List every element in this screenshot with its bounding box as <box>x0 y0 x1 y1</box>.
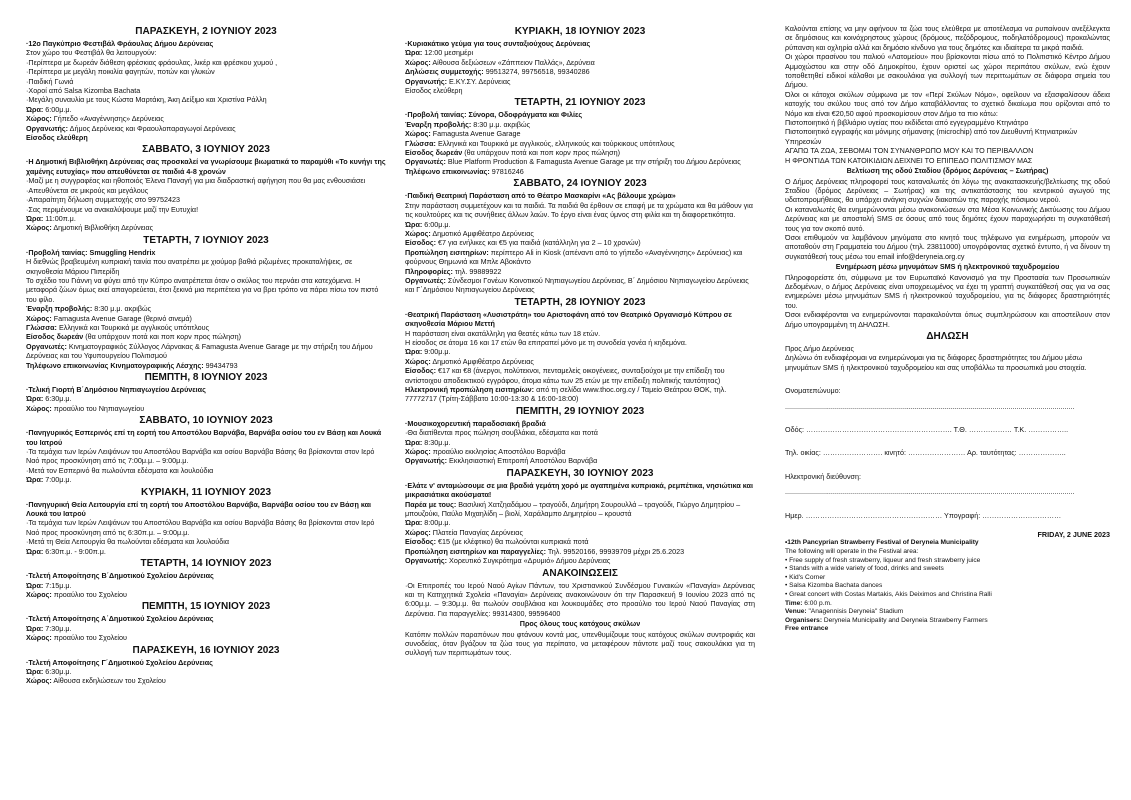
paragraph: Πληροφορείστε ότι, σύμφωνα με τον Ευρωπαϊκό Κανονισμό για την Προστασία των Προσωπικών Δεδομένων, ο Δήμος Δερύνειας είναι υποχρεωμένος να έχει τη γραπτή συγκατάθεσή σας για να σας ενημερώνει μέσω μηνυμάτων SMS ή ηλεκτρονικού ταχυδρομείου, για τις διάφορες δραστηριότητές του. <box>785 272 1110 310</box>
detail-label: Ώρα: <box>405 437 423 447</box>
section-heading: ΠΕΜΠΤΗ, 8 ΙΟΥΝΙΟΥ 2023 <box>144 372 268 383</box>
detail-label: Γλώσσα: <box>405 138 436 148</box>
detail-line <box>26 304 386 313</box>
text-line: ·Μαζί με η συγγραφέας και ηθοποιός Έλενα Παναγή για μια διαδραστική αφήγηση που θα μας ενθουσιάσει <box>26 176 366 186</box>
detail-label: Έναρξη προβολής: <box>405 119 472 129</box>
form-field: Ονοματεπώνυμο: <box>785 386 841 396</box>
text-line: • Kid's Corner <box>785 573 826 581</box>
detail-value: Εκκλησιαστική Επιτροπή Αποστόλου Βαρνάβα <box>447 456 598 466</box>
detail-line <box>405 456 755 465</box>
detail-line <box>26 624 386 633</box>
detail-line <box>405 148 755 157</box>
event-title: ·Ελάτε ν' ανταμώσουμε σε μια βραδιά γεμάτη χορό με αγαπημένα κυπριακά, ρεμπέτικα, νησιώτικα και μικρασιάτικα ακούσματα! <box>405 480 753 500</box>
text-line: Είσοδος ελεύθερη <box>405 86 463 96</box>
detail-value: Χορευτικό Συγκρότημα «Δρυμιό» Δήμου Δερύνειας <box>447 556 611 566</box>
text-line: Η είσοδος σε άτομα 16 και 17 ετών θα επιτραπεί μόνο με τη συνοδεία γονέα ή κηδεμόνα. <box>405 337 687 347</box>
detail-line <box>405 167 755 176</box>
text-line: ·Μεγάλη συναυλία με τους Κώστα Μαρτάκη, Άκη Δείξιμο και Χριστίνα Ράλλη <box>26 95 267 105</box>
section-heading: ΣΑΒΒΑΤΟ, 10 ΙΟΥΝΙΟΥ 2023 <box>139 415 273 427</box>
detail-value: €15 (με κλέφτικο) θα πωλούνται κυπριακά ποτά <box>435 537 589 547</box>
text-line: Προς Δήμο Δερύνειας <box>785 344 854 353</box>
text-line: ·Τα τεμάχια των Ιερών Λειψάνων του Αποστόλου Βαρνάβα και οσίου Βαρνάβα Βάσης θα βρίσκονται στον Ιερό Ναό προς προσκύνηση από τις 6:30π.μ. – 9:00μ.μ. <box>26 518 375 537</box>
detail-value: Ελληνικά και Τουρκικά με αγγλικούς υπότιτλους <box>56 322 210 332</box>
detail-line <box>26 114 386 123</box>
section-heading: ΣΑΒΒΑΤΟ, 3 ΙΟΥΝΙΟΥ 2023 <box>142 144 270 156</box>
detail-value: Ελληνικά και Τουρκικά με αγγλικούς, ελληνικούς και τούρκικους υπότιτλους <box>435 138 675 148</box>
detail-value: 6:00μ.μ. <box>422 219 451 229</box>
detail-value: προαύλιο εκκλησίας Αποστόλου Βαρνάβα <box>430 447 566 457</box>
text-line: ·Απευθύνεται σε μικρούς και μεγάλους <box>26 185 149 195</box>
detail-label: Time: <box>785 599 803 607</box>
detail-label: Είσοδος: <box>405 238 436 248</box>
declaration-form <box>785 386 1110 520</box>
detail-value: Πλατεία Παναγίας Δερύνειας <box>430 527 523 537</box>
section-heading: ΤΕΤΑΡΤΗ, 14 ΙΟΥΝΙΟΥ 2023 <box>140 558 272 570</box>
detail-label: Ώρα: <box>26 475 44 485</box>
detail-value: 11:00π.μ. <box>43 213 76 223</box>
section-heading: ΤΕΤΑΡΤΗ, 21 ΙΟΥΝΙΟΥ 2023 <box>514 97 646 109</box>
detail-line <box>26 590 386 599</box>
text-line: ·Χοροί από Salsa Kizomba Bachata <box>26 86 141 96</box>
event-title: ·Παιδική Θεατρική Παράσταση από το Θέατρο Μασκαρίνι «Ας βάλουμε χρώμα» <box>405 191 676 201</box>
section-heading: ΑΝΑΚΟΙΝΩΣΕΙΣ <box>542 567 618 579</box>
detail-line <box>26 404 386 413</box>
text-line: Το σχέδιο του Γιάννη να φύγει από την Κύπρο ανατρέπεται όταν ο σκύλος του περνάει στα κατεχόμενα. Η μεταφορά ζώων όμως εκεί απαγορεύεται, έτσι ξεκινά μια περιπέτεια για να βρει τρόπο να πάρει πίσω τον πιστό του φίλο. <box>26 275 379 304</box>
detail-value: περίπτερο Ali in Kiosk (απέναντι από το γήπεδο «Αναγέννησης» Δερύνειας) και φούρνους Θημωνιά και Μπλε Αβοκάντο <box>405 247 743 267</box>
detail-value: 99513274, 99756518, 99340286 <box>483 67 590 77</box>
form-field: Οδός: ……………………………………………………. Τ.Θ. ……………… Τ.Κ. …………….. <box>785 425 1069 435</box>
paragraph: Όλοι οι κάτοχοι σκύλων σύμφωνα με τον «Περί Σκύλων Νόμο», οφείλουν να εξασφαλίσουν άδεια κατοχής του σκύλου τους από τον Δήμο καταβάλλοντας το σχετικό δικαίωμα που ορίζονται από το Νόμο και είναι €20,50 αφού προσκομίσουν στον Δήμο τα πιο κάτω: <box>785 89 1110 118</box>
detail-label: Χώρος: <box>26 403 52 413</box>
text-line: • Salsa Kizomba Bachata dances <box>785 582 883 590</box>
detail-label: Προπώληση εισιτηρίων και παραγγελίες: <box>405 546 547 556</box>
detail-value: 9:00μ.μ. <box>422 347 451 357</box>
detail-line <box>405 77 755 86</box>
detail-line <box>405 120 755 129</box>
text-line: • Great concert with Costas Martakis, Akis Deiximos and Christina Ralli <box>785 591 992 599</box>
event-title: ·Πανηγυρικός Εσπερινός επί τη εορτή του Αποστόλου Βαρνάβα, Βαρνάβα οσίου του εν Βάσῃ και Λουκά του Ιατρού <box>26 428 382 447</box>
detail-value: Δήμος Δερύνειας και Φραουλοπαραγωγοί Δερύνειας <box>68 123 236 133</box>
detail-line <box>785 608 1110 617</box>
text-line: Δηλώνω ότι ενδιαφέρομαι να ενημερώνομαι για τις διάφορες δραστηριότητες του Δήμου μέσω μηνυμάτων SMS ή ηλεκτρονικού ταχυδρομείου και σας υποβάλλω τα προσωπικά μου στοιχεία. <box>785 353 1087 372</box>
detail-line <box>26 332 386 341</box>
detail-value: Famagusta Avenue Garage <box>430 129 521 139</box>
detail-line <box>405 58 755 67</box>
english-heading: FRIDAY, 2 JUNE 2023 <box>1037 530 1110 540</box>
event-title: ·Τελική Γιορτή Β΄Δημόσιου Νηπιαγωγείου Δερύνειας <box>26 385 206 394</box>
section-heading: ΠΕΜΠΤΗ, 15 ΙΟΥΝΙΟΥ 2023 <box>141 601 271 613</box>
detail-line <box>405 238 755 247</box>
column-2 <box>405 24 755 794</box>
detail-value: Κινηματογραφικός Σύλλογος Λάρνακας & Famagusta Avenue Garage με την στήριξη του Δήμου Δερύνειας και του Υφυπουργείου Πολιτισμού <box>26 341 373 361</box>
detail-label: Παρέα με τους: <box>405 499 457 509</box>
paragraph: Οι χώροι πρασίνου του παλιού «Λατομείου» που βρίσκονται πίσω από το Πολιτιστικό Κέντρο Δήμου Αμμοχώστου και στην οδό Δημοκρίτου, έχουν οριστεί ως χώροι περιπάτου σκύλων, ενώ έχουν τοποθετηθεί ειδικοί κάλαθοι με σακουλάκια για συλλογή των περιττωμάτων σε διάφορα σημεία του Δήμου. <box>785 52 1110 90</box>
detail-line <box>405 276 755 295</box>
detail-label: Χώρος: <box>26 313 52 323</box>
section-heading: ΤΕΤΑΡΤΗ, 28 ΙΟΥΝΙΟΥ 2023 <box>514 296 646 308</box>
paragraph: ·Οι Επιτροπές του Ιερού Ναού Αγίων Πάντων, του Χριστιανικού Συνδέσμου Γυναικών «Παναγία» Δερύνειας και τη Κατηχητικά Σχολεία «Παναγία» Δερύνειας ανακοινώνουν ότι την Παρασκευή 9 Ιουνίου 2023 από τις 6:00μ.μ. – 9:30μ.μ. θα πωλούν σουβλάκια και λουκουμάδες στο προαύλιο του Ιερού Ναού Παναγίας στη Δερύνεια. Για παραγγελίες: 99314300, 99596400 <box>405 580 755 618</box>
detail-line <box>26 676 386 685</box>
detail-value: τηλ. 99889922 <box>452 266 502 276</box>
detail-value: Blue Platform Production & Famagusta Avenue Garage με την στήριξη του Δήμου Δερύνειας <box>445 157 741 167</box>
paragraph: Κατόπιν πολλών παραπόνων που φτάνουν κοντά μας, υπενθυμίζουμε τους κατόχους σκύλων συντροφιάς και συνοδείας, όταν βγάζουν τα ζώα τους για περίπατο, να μεταφέρουν πάντοτε μαζί τους σακουλάκια για τη συλλογή των περιττωμάτων τους. <box>405 629 755 658</box>
detail-label: Ώρα: <box>26 394 44 404</box>
section-heading: ΠΕΜΠΤΗ, 29 ΙΟΥΝΙΟΥ 2023 <box>515 405 645 417</box>
detail-line <box>405 357 755 366</box>
detail-line <box>405 500 755 519</box>
column-1 <box>26 24 386 794</box>
text-line: ·Μετά τη Θεία Λειτουργία θα πωλούνται εδέσματα και λουλούδια <box>26 537 229 547</box>
detail-line <box>26 342 386 361</box>
form-field: Ημερ. ………………………………………………… Υπογραφή: …………………………… <box>785 510 1062 520</box>
text-line: Η παράσταση είναι ακατάλληλη για θεατές κάτω των 18 ετών. <box>405 328 601 338</box>
text-line: The following will operate in the Festival area: <box>785 548 919 556</box>
detail-line <box>26 547 386 556</box>
event-title: ·Κυριακάτικο γεύμα για τους συνταξιούχους Δερύνειας <box>405 39 591 48</box>
detail-value: 7:15μ.μ. <box>43 580 72 590</box>
event-title: •12th Pancyprian Strawberry Festival of Deryneia Municipality <box>785 539 979 547</box>
detail-value: €7 για ενήλικες και €5 για παιδιά (κατάλληλη για 2 – 10 χρονών) <box>435 238 641 248</box>
detail-line <box>405 537 755 546</box>
form-field: Ηλεκτρονική διεύθυνση: <box>785 471 861 481</box>
event-title: ·Τελετή Αποφοίτησης Β΄Δημοτικού Σχολείου Δερύνειας <box>26 571 214 581</box>
detail-value: από τη σελίδα www.thoc.org.cy / Ταμείο Θεάτρου ΘΟΚ, τηλ. 77772717 (Τρίτη-Σάββατο 10:00-13:30 & 16:00-18:00) <box>405 385 727 404</box>
detail-label: Ώρα: <box>26 666 44 676</box>
detail-value: Αίθουσα εκδηλώσεων του Σχολείου <box>51 676 166 686</box>
detail-value: (θα υπάρχουν ποτά και ποπ κορν προς πώληση) <box>83 332 242 342</box>
paragraph: Καλούνται επίσης να μην αφήνουν τα ζώα τους ελεύθερα με αποτέλεσμα να ρυπαίνουν ανεξέλεγκτα σε δημόσιους και κοινόχρηστους χώρους (δρόμους, πεζόδρομους, ποδηλατόδρομους) προκαλώντας ρύπανση και οχληρία αλλά και δημόσιο κίνδυνο για τους δημότες και ιδιαίτερα τα μικρά παιδιά. <box>785 24 1110 52</box>
detail-value: 8:30 μ.μ. ακριβώς <box>92 304 152 314</box>
detail-value: 8:30 μ.μ. ακριβώς <box>471 119 531 129</box>
detail-line <box>405 67 755 76</box>
detail-line <box>405 518 755 527</box>
detail-line <box>405 438 755 447</box>
detail-label: Γλώσσα: <box>26 322 57 332</box>
event-title: ·12ο Παγκύπριο Φεστιβάλ Φράουλας Δήμου Δερύνειας <box>26 39 214 48</box>
event-title: ·Προβολή ταινίας: Smuggling Hendrix <box>26 247 156 257</box>
detail-value: Βασιλική Χατζηαδάμου – τραγούδι, Δημήτρη Σουρουλλά – τραγούδι, Γιώργο Δημητρίου – μπουζούκι, Παύλο Μιχαηλίδη – βιολί, Χαράλαμπο Δημητρίου – κρουστά <box>405 499 741 519</box>
paragraph: Όσοι ενδιαφέρονται να ενημερώνονται παρακαλούνται όπως συμπληρώσουν και αποστείλουν στον Δήμο υπογραμμένη τη ΔΗΛΩΣΗ. <box>785 310 1110 329</box>
detail-line <box>26 323 386 332</box>
detail-line <box>405 229 755 238</box>
detail-line <box>26 394 386 403</box>
detail-label: Προπώληση εισιτηρίων: <box>405 247 489 257</box>
detail-value: προαύλιο του Σχολείου <box>51 589 127 599</box>
detail-line <box>26 633 386 642</box>
detail-value: Σύνδεσμοι Γονέων Κοινοτικού Νηπιαγωγείου Δερύνειας, Β΄ Δημόσιου Νηπιαγωγείου Δερύνειας και Γ΄Δημόσιου Νηπιαγωγείου Δερύνειας <box>405 275 749 295</box>
paragraph: Ο Δήμος Δερύνειας πληροφορεί τους καταναλωτές ότι λόγω της ανακατασκευής/βελτίωσης της οδού Σταδίου (δρόμος Δερύνειας – Σωτήρας) και της αντικατάστασης του κεντρικού αγωγού της υδατοπρομήθειας, θα υπάρχει ανάγκη συχνών διακοπών της παροχής πόσιμου νερού. <box>785 176 1110 205</box>
detail-label: Ώρα: <box>26 623 44 633</box>
detail-line <box>405 220 755 229</box>
column-3 <box>785 24 1110 794</box>
text-line: ·Τα τεμάχια των Ιερών Λειψάνων του Αποστόλου Βαρνάβα και οσίου Βαρνάβα Βάσης θα βρίσκονται στον Ιερό Ναό προς προσκύνηση από τις 7:00μ.μ. – 9:00μ.μ. <box>26 447 375 466</box>
detail-line <box>26 105 386 114</box>
detail-value: "Anagennisis Deryneia" Stadium <box>806 608 904 616</box>
event-title: Είσοδος ελεύθερη <box>26 133 88 143</box>
event-title: ·Τελετή Αποφοίτησης Γ΄Δημοτικού Σχολείου Δερύνειας <box>26 657 213 667</box>
detail-line <box>26 667 386 676</box>
detail-value: 97816246 <box>489 166 524 176</box>
detail-line <box>405 366 755 385</box>
detail-label: Χώρος: <box>26 676 52 686</box>
detail-line <box>405 385 755 404</box>
detail-label: Είσοδος: <box>405 366 436 376</box>
subheading: Προς όλους τους κατόχους σκύλων <box>519 619 641 629</box>
event-title: Free entrance <box>785 625 829 633</box>
event-title: ·Θεατρική Παράσταση «Λυσιστράτη» του Αριστοφάνη από τον Θεατρικό Οργανισμό Κύπρου σε σκηνοθεσία Μάριου Μεττή <box>405 309 732 329</box>
detail-label: Χώρος: <box>405 129 431 139</box>
section-heading: ΚΥΡΙΑΚΗ, 11 ΙΟΥΝΙΟΥ 2023 <box>140 486 272 498</box>
detail-line <box>26 581 386 590</box>
detail-line <box>26 214 386 223</box>
detail-value: Τηλ. 99520166, 99939709 μέχρι 25.6.2023 <box>546 546 685 556</box>
event-title: ·Πανηγυρική Θεία Λειτουργία επί τη εορτή του Αποστόλου Βαρνάβα, Βαρνάβα οσίου του εν Βάσῃ και Λουκά του Ιατρού <box>26 499 372 519</box>
detail-label: Οργανωτής: <box>26 123 69 133</box>
section-heading: ΠΑΡΑΣΚΕΥΗ, 2 ΙΟΥΝΙΟΥ 2023 <box>135 26 277 37</box>
detail-label: Ώρα: <box>26 213 44 223</box>
detail-label: Οργανωτές: <box>405 275 446 285</box>
detail-line <box>785 617 1110 626</box>
detail-label: Ώρα: <box>26 546 44 556</box>
detail-line <box>405 547 755 556</box>
detail-label: Οργανωτές: <box>26 341 67 351</box>
text-line: • Stands with a wide variety of food, drinks and sweets <box>785 565 944 573</box>
detail-label: Είσοδος δωρεάν <box>405 148 463 158</box>
detail-label: Χώρος: <box>405 57 431 67</box>
text-line: • Free supply of fresh strawberry, liqueur and fresh strawberry juice <box>785 556 981 564</box>
detail-label: Είσοδος: <box>405 537 436 547</box>
english-section <box>785 539 1110 634</box>
text-line: ·Περίπτερα με δωρεάν διάθεση φρέσκιας φράουλας, λικέρ και φρέσκου χυμού , <box>26 57 278 67</box>
text-line: ·Μετά τον Εσπερινό θα πωλούνται εδέσματα και λουλούδια <box>26 465 214 475</box>
detail-line <box>405 528 755 537</box>
text-line: ·Θα διατίθενται προς πώληση σουβλάκια, εδέσματα και ποτά <box>405 428 598 438</box>
event-title: ·Η Δημοτική Βιβλιοθήκη Δερύνειας σας προσκαλεί να γνωρίσουμε βιωματικά το παραμύθι «Το κυνήγι της χαμένης ευτυχίας» που απευθύνεται σε παιδιά 4-8 χρονών <box>26 157 386 176</box>
subheading: Ενημέρωση μέσω μηνυμάτων SMS ή ηλεκτρονικού ταχυδρομείου <box>835 262 1060 272</box>
section-heading: ΣΑΒΒΑΤΟ, 24 ΙΟΥΝΙΟΥ 2023 <box>513 178 647 190</box>
text-line: Πιστοποιητικό εγγραφής και μόνιμης σήμανσης (microchip) από τον Διευθυντή Κτηνιατρικών Υπηρεσιών <box>785 127 1078 146</box>
detail-value: 99434793 <box>203 360 238 370</box>
detail-value: 7:30μ.μ. <box>43 623 72 633</box>
section-heading: ΔΗΛΩΣΗ <box>926 331 969 342</box>
event-title: ·Προβολή ταινίας: Σύνορα, Οδοφράγματα και Φιλίες <box>405 110 583 120</box>
text-line: ·Περίπτερα με μεγάλη ποικιλία φαγητών, ποτών και γλυκών <box>26 67 215 77</box>
detail-value: 6:30μ.μ. <box>43 394 72 404</box>
text-line: ·Παιδική Γωνιά <box>26 76 74 86</box>
detail-value: Ε.ΚΥ.ΣΥ. Δερύνειας <box>447 76 511 86</box>
detail-line <box>26 314 386 323</box>
detail-value: Famagusta Avenue Garage (θερινό σινεμά) <box>51 313 192 323</box>
detail-line <box>405 556 755 565</box>
detail-line <box>405 447 755 456</box>
detail-line <box>405 248 755 267</box>
section-heading: ΚΥΡΙΑΚΗ, 18 ΙΟΥΝΙΟΥ 2023 <box>514 26 646 37</box>
detail-value: 6:30μ.μ. <box>43 666 72 676</box>
section-heading: ΤΕΤΑΡΤΗ, 7 ΙΟΥΝΙΟΥ 2023 <box>143 234 269 246</box>
detail-line <box>26 361 386 370</box>
paragraph: Όσοι επιθυμούν να λαμβάνουν μηνύματα στο κινητό τους τηλέφωνο για ενημέρωση, μπορούν να αποταθούν στη Γραμματεία του Δήμου (τηλ. 23811000) υπογράφοντας σχετικό έντυπο, ή να δίνουν τη συγκατάθεσή τους μέσω του email info@deryneia.org.cy <box>785 232 1110 261</box>
detail-label: Είσοδος δωρεάν <box>26 332 84 342</box>
detail-label: Χώρος: <box>405 527 431 537</box>
detail-value: €17 και €8 (άνεργοι, πολύτεκνοι, πενταμελείς οικογένειες, συνταξιούχοι με την επίδειξη του αντίστοιχου αποδεικτικού εγγράφου, άτομα κάτω των 25 ετών με την επίδειξη πολιτικής ταυτότητας) <box>405 366 725 385</box>
detail-label: Τηλέφωνο επικοινωνίας: <box>405 166 490 176</box>
detail-label: Ώρα: <box>405 48 423 58</box>
detail-label: Χώρος: <box>26 589 52 599</box>
text-line: Πιστοποιητικό ή βιβλιάριο υγείας που εκδίδεται από εγγεγραμμένο Κτηνιάτρο <box>785 118 1029 128</box>
detail-value: 7:00μ.μ. <box>43 475 72 485</box>
text-line: Στην παράσταση συμμετέχουν και τα παιδιά. Τα παιδιά θα έρθουν σε επαφή με τα χρώματα και θα μάθουν για τις κουλτούρες και τις συνήθειες άλλων λαών. Το έργο είναι ένας ύμνος στη φιλία και τη διαφορετικότητα. <box>405 200 753 220</box>
detail-line <box>405 157 755 166</box>
detail-value: (θα υπάρχουν ποτά και ποπ κορν προς πώληση) <box>462 148 621 158</box>
detail-line <box>26 124 386 133</box>
detail-label: Ώρα: <box>405 219 423 229</box>
paragraph: Οι καταναλωτές θα ενημερώνονται μέσω ανακοινώσεων στα Μέσα Κοινωνικής Δικτύωσης του Δήμου Δερύνειας και με αποστολή SMS σε όσους από τους δημότες έχουν παραχωρήσει τη συγκατάθεσή τους για τον σκοπό αυτό. <box>785 204 1110 233</box>
detail-label: Οργανωτές: <box>405 157 446 167</box>
detail-label: Ώρα: <box>26 580 44 590</box>
detail-value: Δημοτική Βιβλιοθήκη Δερύνειας <box>51 223 154 233</box>
detail-value: προαύλιο του Σχολείου <box>51 633 127 643</box>
detail-value: Δημοτικό Αμφιθέατρο Δερύνειας <box>430 228 534 238</box>
text-line: Η διεθνώς βραβευμένη κυπριακή ταινία που ανατρέπει με χιούμορ βαθιά ριζωμένες προκαταλήψεις, σε σκηνοθεσία Μάριου Πιπερίδη <box>26 257 353 276</box>
detail-line <box>405 48 755 57</box>
detail-label: Πληροφορίες: <box>405 266 453 276</box>
detail-value: 8:00μ.μ. <box>422 518 451 528</box>
detail-label: Τηλέφωνο επικοινωνίας Κινηματογραφικής Λέσχης: <box>26 360 204 370</box>
text-line: Η ΦΡΟΝΤΙΔΑ ΤΩΝ ΚΑΤΟΙΚΙΔΙΩΝ ΔΕΙΧΝΕΙ ΤΟ ΕΠΙΠΕΔΟ ΠΟΛΙΤΙΣΜΟΥ ΜΑΣ <box>785 155 1033 165</box>
detail-line <box>405 139 755 148</box>
detail-value: 12:00 μεσημέρι <box>422 48 474 58</box>
detail-line <box>405 267 755 276</box>
detail-line <box>405 347 755 356</box>
text-line: ·Σας περιμένουμε να ανακαλύψουμε μαζί την Ευτυχία! <box>26 204 199 214</box>
detail-value: προαύλιο του Νηπιαγωγείου <box>51 403 145 413</box>
detail-label: Χώρος: <box>26 633 52 643</box>
detail-label: Οργανωτής: <box>405 456 448 466</box>
detail-label: Δηλώσεις συμμετοχής: <box>405 67 484 77</box>
detail-value: Γήπεδο «Αναγέννησης» Δερύνειας <box>51 114 164 124</box>
detail-label: Χώρος: <box>405 356 431 366</box>
detail-line <box>785 600 1110 609</box>
detail-label: Χώρος: <box>405 228 431 238</box>
announcements-continued <box>785 24 1110 372</box>
form-field: ................................................................................................................................................. <box>785 401 1075 411</box>
detail-label: Organisers: <box>785 616 823 624</box>
section-heading: ΠΑΡΑΣΚΕΥΗ, 30 ΙΟΥΝΙΟΥ 2023 <box>506 467 654 479</box>
detail-label: Χώρος: <box>405 447 431 457</box>
text-line: ΑΓΑΠΩ ΤΑ ΖΩΑ, ΣΕΒΟΜΑΙ ΤΟΝ ΣΥΝΑΝΘΡΩΠΟ ΜΟΥ ΚΑΙ ΤΟ ΠΕΡΙΒΑΛΛΟΝ <box>785 146 1034 156</box>
detail-label: Ηλεκτρονική προπώληση εισιτηρίων: <box>405 385 535 394</box>
detail-line <box>26 475 386 484</box>
detail-label: Χώρος: <box>26 223 52 233</box>
detail-line <box>405 129 755 138</box>
form-field: Τηλ. οικίας: ……………………. κινητό: …………………… Αρ. ταυτότητας: ……………….. <box>785 448 1066 458</box>
text-line: ·Απαραίτητη δήλωση συμμετοχής στο 99752423 <box>26 195 181 205</box>
section-heading: ΠΑΡΑΣΚΕΥΗ, 16 ΙΟΥΝΙΟΥ 2023 <box>132 644 280 656</box>
detail-label: Έναρξη προβολής: <box>26 304 93 314</box>
detail-value: 6:00 p.m. <box>802 599 832 607</box>
detail-value: 8:30μ.μ. <box>422 437 451 447</box>
detail-value: 6:30π.μ. - 9:00π.μ. <box>43 546 106 556</box>
event-title: ·Τελετή Αποφοίτησης Α΄Δημοτικού Σχολείου Δερύνειας <box>26 614 214 624</box>
detail-value: Deryneia Municipality and Deryneia Strawberry Farmers <box>822 616 988 624</box>
detail-value: Αίθουσα δεξιώσεων «Ζάππειον Παλλάς», Δερύνεια <box>430 57 595 67</box>
detail-label: Ώρα: <box>405 518 423 528</box>
detail-value: 6:00μ.μ. <box>43 104 72 114</box>
detail-label: Venue: <box>785 608 807 616</box>
detail-label: Χώρος: <box>26 114 52 124</box>
detail-value: Δημοτικό Αμφιθέατρο Δερύνειας <box>430 356 534 366</box>
detail-line <box>26 223 386 232</box>
detail-label: Ώρα: <box>405 347 423 357</box>
form-field: ................................................................................................................................................. <box>785 487 1075 497</box>
detail-label: Οργανωτής: <box>405 556 448 566</box>
event-title: ·Μουσικοχορευτική παραδοσιακή βραδιά <box>405 418 546 428</box>
detail-label: Οργανωτής: <box>405 76 448 86</box>
text-line: Στον χώρο του Φεστιβάλ θα λειτουργούν: <box>26 48 157 58</box>
detail-label: Ώρα: <box>26 104 44 114</box>
subheading: Βελτίωση της οδού Σταδίου (δρόμος Δερύνειας – Σωτήρας) <box>846 166 1049 176</box>
